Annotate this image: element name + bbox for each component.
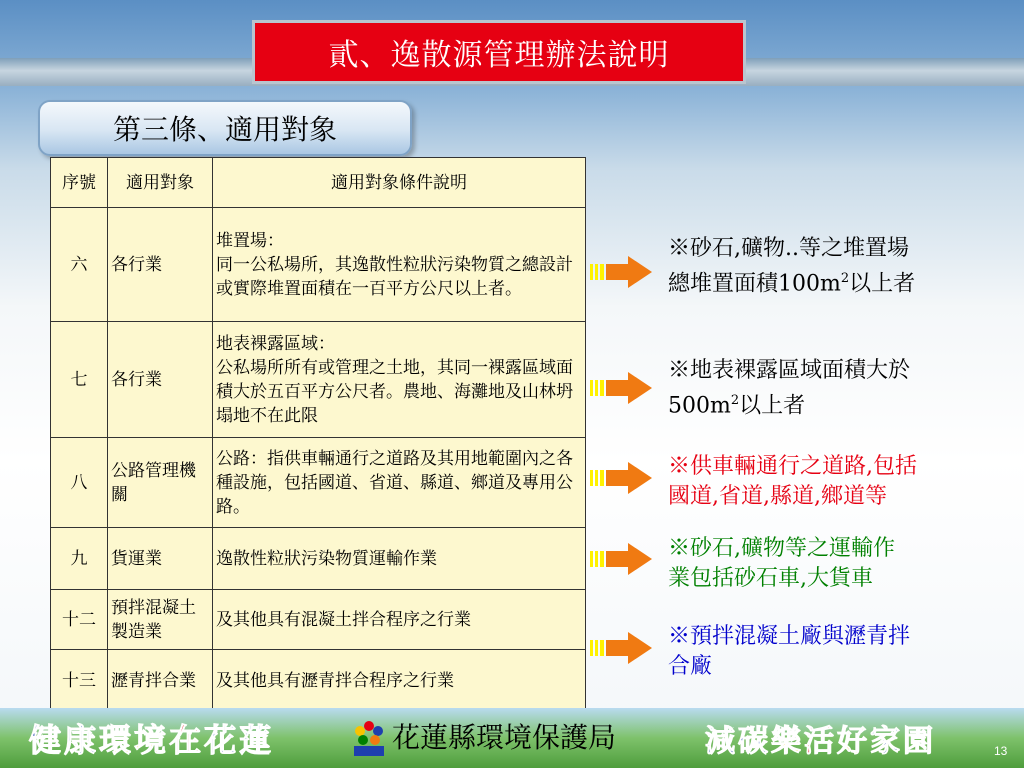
- arrow-right-icon: [590, 462, 652, 494]
- slogan-char: 境: [134, 721, 168, 759]
- row-target: 瀝青拌合業: [108, 650, 213, 712]
- note-roads: [668, 452, 998, 512]
- arrow-right-icon: [590, 372, 652, 404]
- row-desc-title: 地表裸露區域：: [216, 333, 335, 354]
- note-sup: 2: [730, 393, 740, 408]
- note-text: 500m: [668, 393, 731, 419]
- slogan-char: 蓮: [239, 721, 273, 759]
- table-row: [51, 650, 586, 712]
- row-desc: 逸散性粒狀污染物質運輸作業: [213, 528, 586, 590]
- note-text: 以上者: [739, 393, 806, 419]
- note-concrete: [668, 622, 998, 682]
- note-line: 合廠: [668, 654, 713, 679]
- slogan-char: 健: [29, 721, 63, 759]
- note-text: 總堆置面積100m: [668, 271, 841, 297]
- slogan-char: 減: [705, 724, 736, 759]
- slogan-right: [704, 716, 984, 760]
- note-stockpile: [668, 234, 998, 299]
- row-no: 八: [51, 438, 108, 528]
- row-desc: [213, 322, 586, 438]
- row-no: 九: [51, 528, 108, 590]
- table-row: [51, 528, 586, 590]
- agency-name: 花蓮縣環境保護局: [392, 721, 617, 754]
- agency-logo-icon: [348, 716, 390, 760]
- header-no: 序號: [51, 158, 108, 208]
- row-desc-text: 公私場所所有或管理之土地，其同一裸露區域面積大於五百平方公尺者。農地、海灘地及山林坍塌地不在此限: [216, 357, 573, 426]
- slogan-char: 碳: [738, 724, 769, 759]
- arrow-right-icon: [590, 256, 652, 288]
- row-no: 十三: [51, 650, 108, 712]
- row-desc: 公路：指供車輛通行之道路及其用地範圍內之各種設施，包括國道、省道、縣道、鄉道及專用公路。: [213, 438, 586, 528]
- slogan-char: 在: [169, 721, 203, 759]
- slide-title: 貳、逸散源管理辦法說明: [328, 38, 670, 73]
- note-transport: [668, 534, 998, 594]
- slogan-char: 花: [204, 721, 238, 759]
- page-number: 13: [994, 744, 1008, 758]
- row-desc: 及其他具有瀝青拌合程序之行業: [213, 650, 586, 712]
- note-bare-land: [668, 356, 998, 421]
- note-line: ※供車輛通行之道路,包括: [668, 454, 917, 479]
- note-line: ※砂石,礦物等之運輸作: [668, 536, 895, 561]
- row-target: 貨運業: [108, 528, 213, 590]
- note-line: [668, 264, 998, 299]
- slide-title-box: [252, 20, 746, 84]
- table-row: [51, 322, 586, 438]
- note-line: ※預拌混凝土廠與瀝青拌: [668, 624, 911, 649]
- slogan-char: 家: [870, 724, 901, 759]
- section-subtitle-box: [38, 100, 412, 156]
- slogan-char: 園: [903, 724, 934, 759]
- row-no: 十二: [51, 590, 108, 650]
- slogan-char: 康: [64, 721, 98, 759]
- slogan-char: 樂: [771, 724, 802, 759]
- row-desc-text: 同一公私場所，其逸散性粒狀污染物質之總設計或實際堆置面積在一百平方公尺以上者。: [216, 254, 573, 299]
- row-desc: 及其他具有混凝土拌合程序之行業: [213, 590, 586, 650]
- row-target: 各行業: [108, 208, 213, 322]
- arrow-right-icon: [590, 632, 652, 664]
- note-line: ※砂石,礦物..等之堆置場: [668, 236, 909, 261]
- note-line: 業包括砂石車,大貨車: [668, 566, 873, 591]
- table-row: [51, 208, 586, 322]
- table-row: [51, 590, 586, 650]
- note-text: 以上者: [849, 271, 916, 297]
- section-subtitle: 第三條、適用對象: [112, 113, 337, 146]
- table-row: [51, 438, 586, 528]
- slogan-char: 活: [804, 724, 835, 759]
- note-sup: 2: [840, 271, 850, 286]
- row-target: 各行業: [108, 322, 213, 438]
- slogan-left: [28, 716, 328, 760]
- note-line: [668, 386, 998, 421]
- slogan-char: 環: [99, 721, 133, 759]
- row-desc-title: 堆置場：: [216, 230, 284, 251]
- row-target: 公路管理機關: [108, 438, 213, 528]
- header-target: 適用對象: [108, 158, 213, 208]
- applicable-targets-table: [50, 157, 586, 712]
- header-desc: 適用對象條件說明: [213, 158, 586, 208]
- row-no: 六: [51, 208, 108, 322]
- arrow-right-icon: [590, 543, 652, 575]
- row-desc: [213, 208, 586, 322]
- slogan-char: 好: [837, 724, 868, 759]
- table-header-row: [51, 158, 586, 208]
- note-line: ※地表裸露區域面積大於: [668, 358, 911, 383]
- row-target: 預拌混凝土製造業: [108, 590, 213, 650]
- note-line: 國道,省道,縣道,鄉道等: [668, 484, 887, 509]
- row-no: 七: [51, 322, 108, 438]
